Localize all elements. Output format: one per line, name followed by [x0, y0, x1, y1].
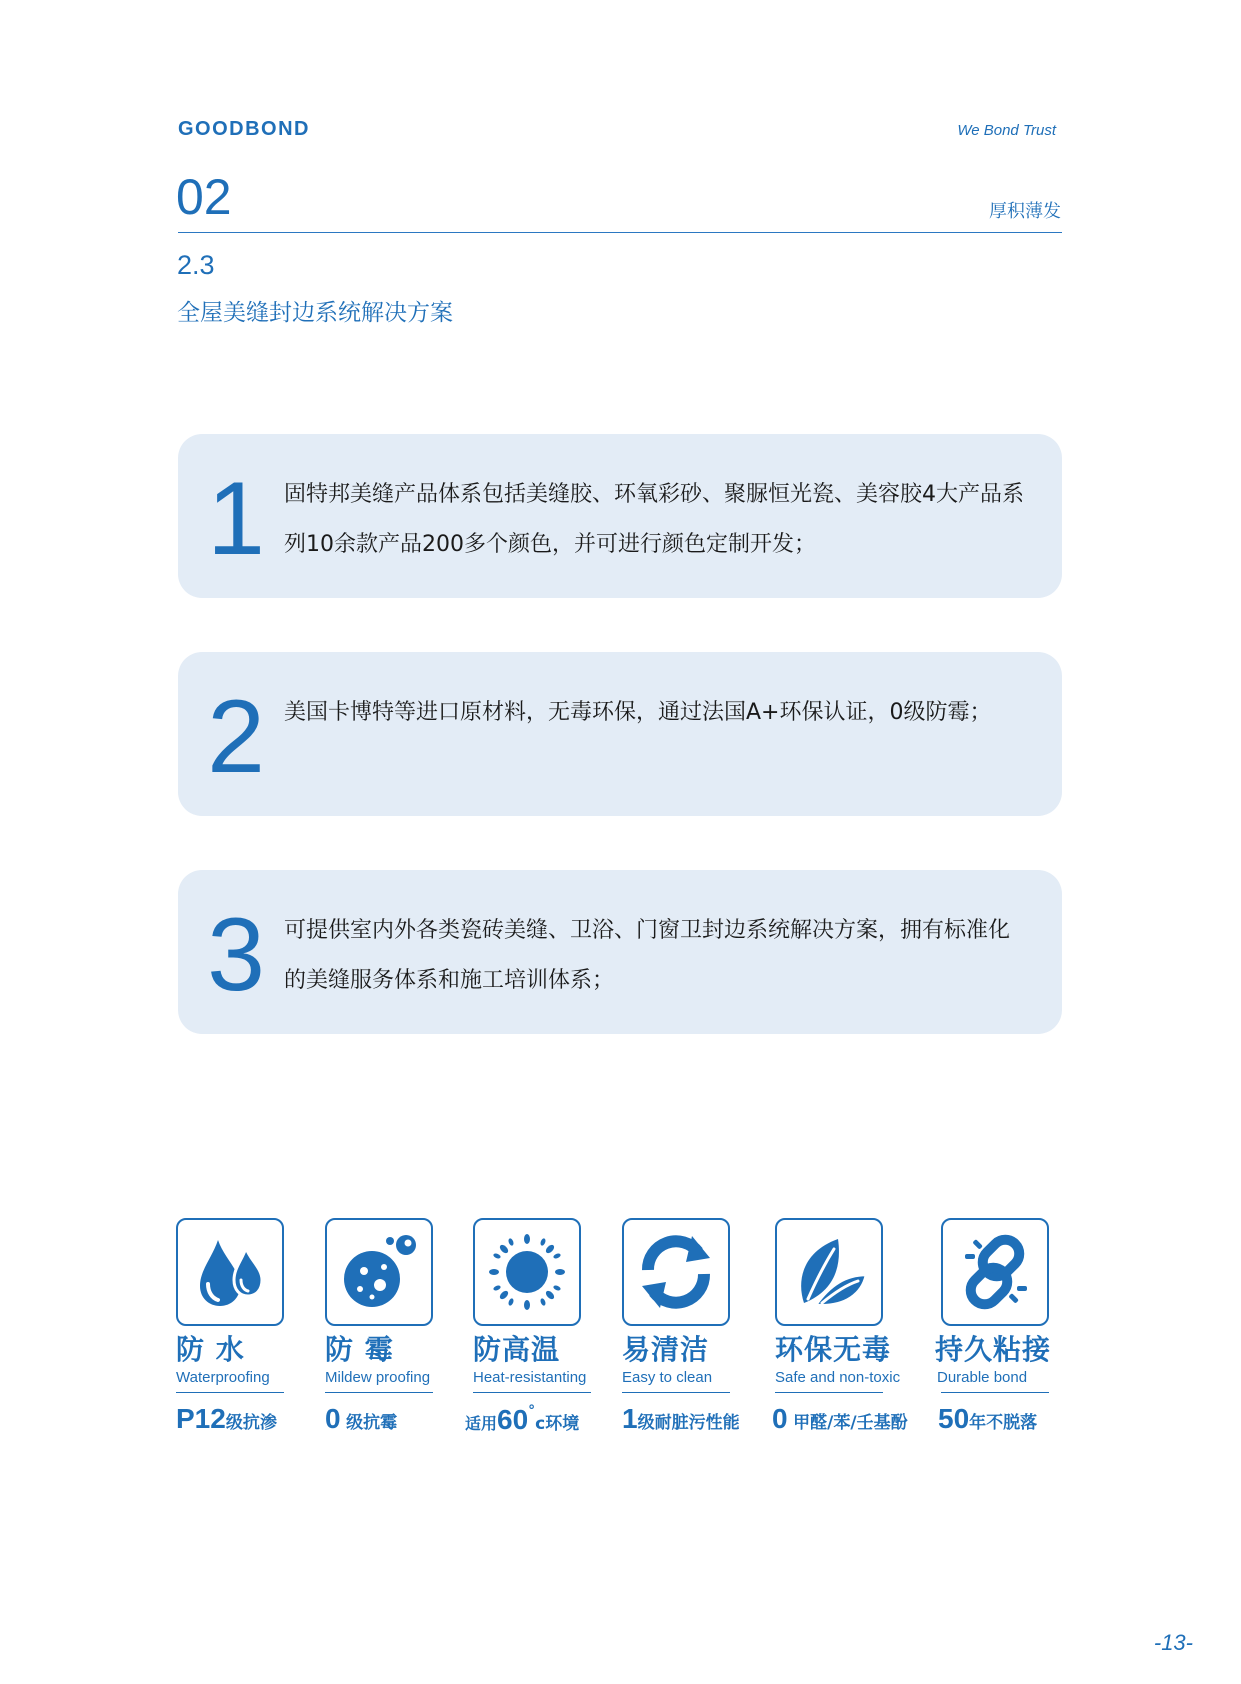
feature-underline [941, 1392, 1049, 1393]
feature-easy-clean [622, 1218, 740, 1435]
water-drops-icon [176, 1218, 284, 1326]
feature-subtitle: Durable bond [937, 1369, 1028, 1386]
feature-spec [465, 1403, 591, 1436]
feature-subtitle: Heat-resistanting [473, 1369, 587, 1386]
feature-subtitle: Mildew proofing [325, 1369, 431, 1386]
spec-value: 0 [772, 1403, 788, 1434]
refresh-arrows-icon [622, 1218, 730, 1326]
brand-logo-text: GOODBOND [178, 118, 310, 140]
card-text: 固特邦美缝产品体系包括美缝胶、环氧彩砂、聚脲恒光瓷、美容胶4大产品系列10余款产品200多个颜色，并可进行颜色定制开发； [284, 482, 1024, 557]
spec-suffix: 级抗渗 [225, 1413, 277, 1433]
feature-card-2 [178, 652, 1062, 816]
feature-spec [938, 1403, 1051, 1435]
feature-underline [622, 1392, 730, 1393]
feature-title: 防 水 [176, 1333, 245, 1366]
feature-spec [325, 1403, 433, 1435]
spec-suffix: c环境 [535, 1414, 580, 1434]
spec-value: P12 [176, 1403, 226, 1434]
chain-link-icon [941, 1218, 1049, 1326]
card-number: 2 [207, 679, 265, 795]
feature-card-3 [178, 870, 1062, 1034]
card-number: 3 [207, 897, 265, 1013]
feature-title: 环保无毒 [775, 1333, 892, 1366]
feature-subtitle: Easy to clean [622, 1369, 713, 1386]
slogan: We Bond Trust [957, 122, 1056, 139]
feature-underline [473, 1392, 591, 1393]
spec-value: 0 [325, 1403, 341, 1434]
spec-suffix: 级耐脏污性能 [637, 1413, 740, 1433]
chapter-tag: 厚积薄发 [989, 201, 1061, 222]
card-number: 1 [207, 461, 265, 577]
leaves-icon [775, 1218, 883, 1326]
card-text: 美国卡博特等进口原材料，无毒环保，通过法国A+环保认证，0级防霉； [284, 700, 992, 725]
feature-heat-resisting [465, 1218, 591, 1436]
section-number: 2.3 [177, 250, 215, 280]
feature-title: 防高温 [473, 1333, 561, 1366]
header-divider [178, 232, 1062, 233]
feature-underline [325, 1392, 433, 1393]
feature-title: 持久粘接 [935, 1333, 1052, 1366]
spec-value: 50 [938, 1403, 970, 1434]
feature-safe-non-toxic [772, 1218, 908, 1435]
feature-card-1 [178, 434, 1062, 598]
degree-icon: ° [528, 1403, 536, 1419]
feature-underline [775, 1392, 883, 1393]
feature-subtitle: Waterproofing [176, 1369, 270, 1386]
spec-suffix: 年不脱落 [969, 1413, 1038, 1433]
feature-title: 防 霉 [325, 1333, 394, 1366]
spec-suffix: 甲醛/苯/壬基酚 [793, 1413, 908, 1433]
feature-spec [772, 1403, 908, 1435]
spec-value: 1 [622, 1403, 638, 1434]
section-title: 全屋美缝封边系统解决方案 [177, 300, 453, 326]
feature-subtitle: Safe and non-toxic [775, 1369, 901, 1386]
chapter-number: 02 [176, 169, 232, 225]
feature-waterproofing [176, 1218, 284, 1435]
mildew-spots-icon [325, 1218, 433, 1326]
feature-title: 易清洁 [622, 1333, 710, 1366]
spec-suffix: 级抗霉 [346, 1413, 398, 1433]
feature-spec [622, 1403, 740, 1435]
feature-underline [176, 1392, 284, 1393]
feature-mildew-proofing [325, 1218, 433, 1435]
sun-icon [473, 1218, 581, 1326]
feature-spec [176, 1403, 284, 1435]
spec-prefix: 适用 [465, 1414, 498, 1433]
spec-value: 60 [497, 1404, 529, 1435]
card-text: 可提供室内外各类瓷砖美缝、卫浴、门窗卫封边系统解决方案，拥有标准化的美缝服务体系和施工培训体系； [284, 918, 1011, 993]
page-number: -13- [1153, 1630, 1193, 1655]
feature-durable-bond [935, 1218, 1052, 1435]
